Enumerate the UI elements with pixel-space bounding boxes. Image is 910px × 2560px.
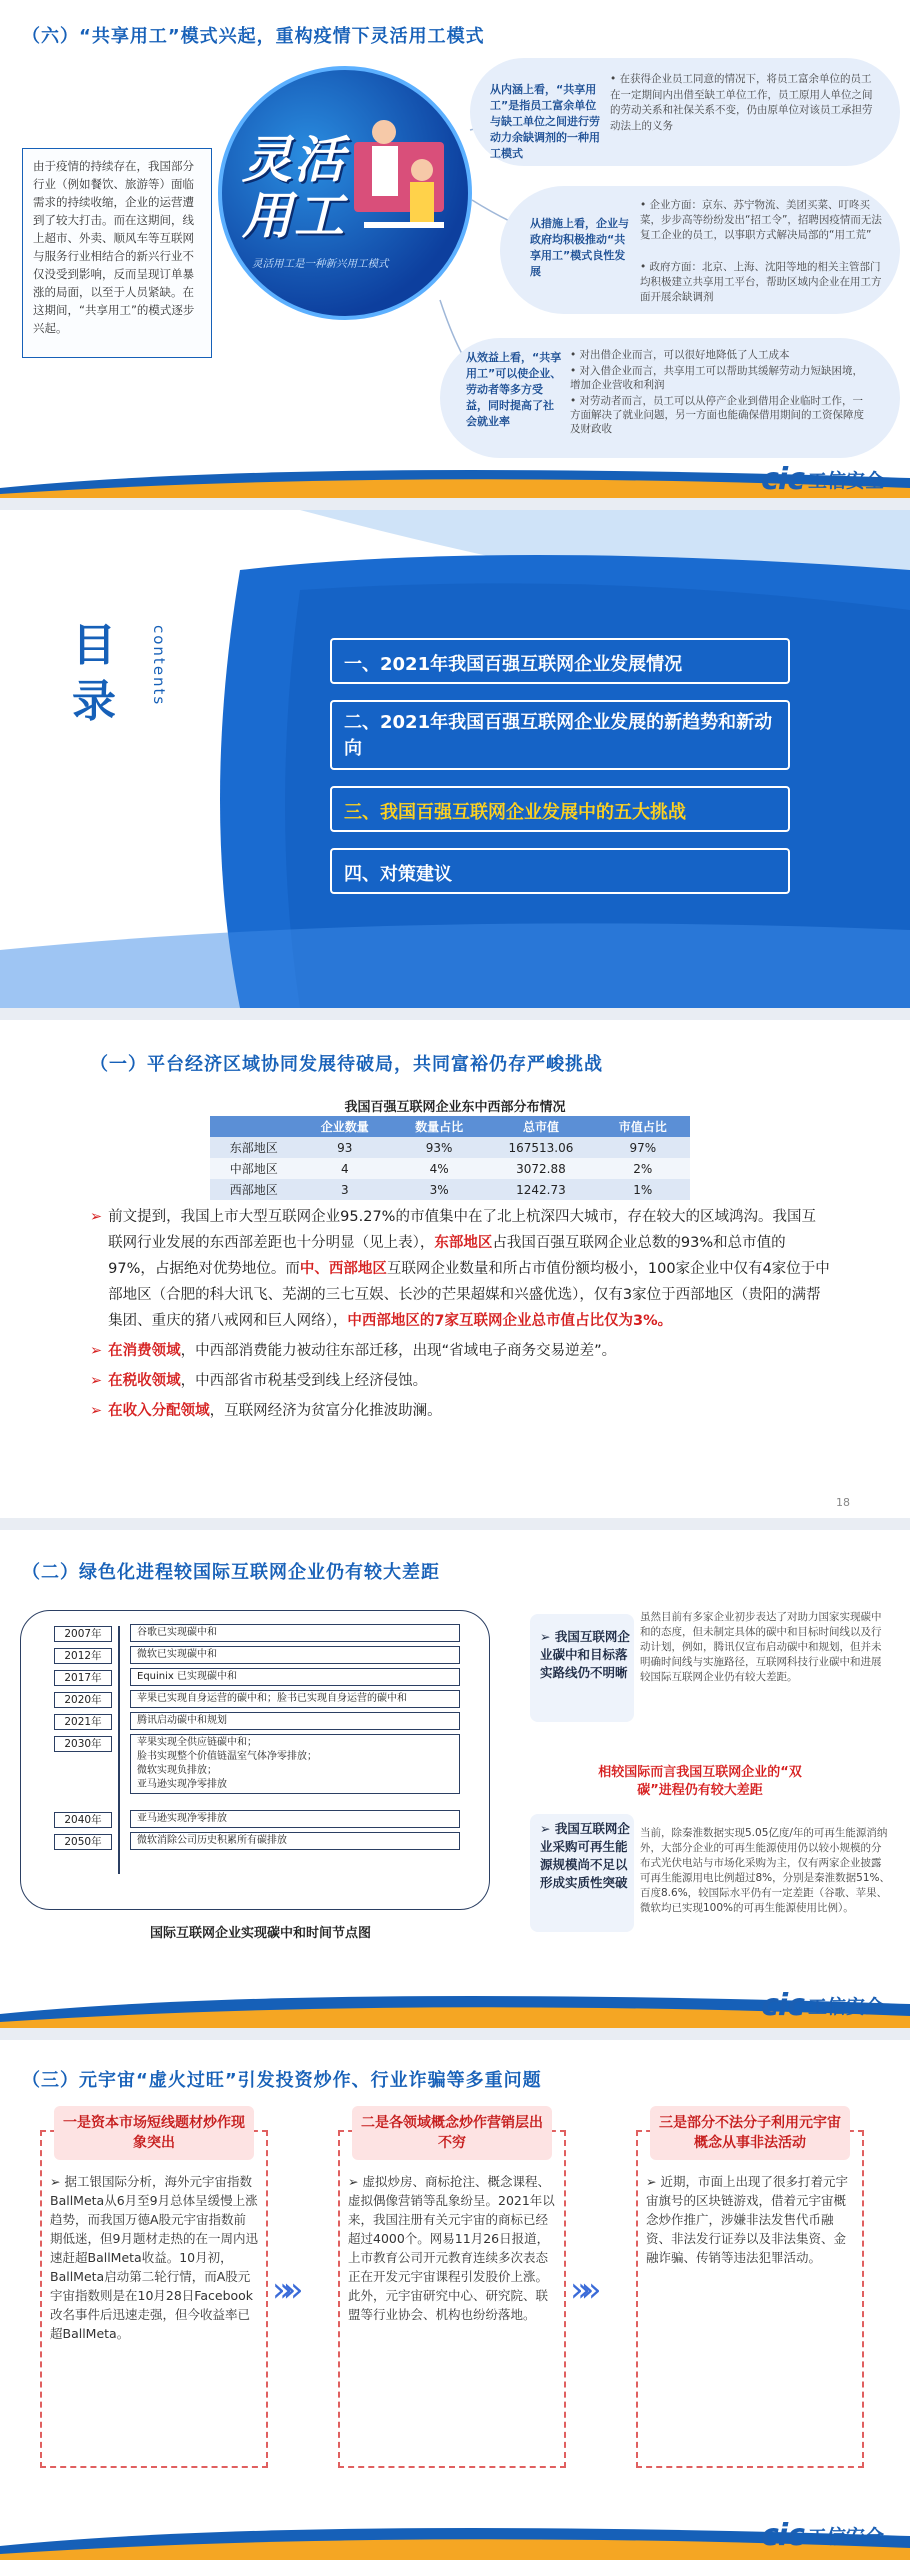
timeline-event	[130, 1690, 460, 1708]
timeline-year: 2021年	[54, 1714, 112, 1730]
cic-logo	[761, 2518, 884, 2553]
contents-item-4-label: 四、对策建议	[344, 864, 452, 885]
timeline-year: 2040年	[54, 1812, 112, 1828]
table-cell: 4%	[429, 1161, 449, 1176]
slide-regional-development	[0, 1020, 910, 1518]
timeline-year: 2007年	[54, 1626, 112, 1642]
slide-contents	[0, 510, 910, 1008]
table-cell: 93%	[425, 1140, 453, 1155]
table-cell: 3	[340, 1182, 349, 1197]
bullet-3	[90, 1368, 830, 1394]
table-cell: 97%	[629, 1140, 657, 1155]
card-2-title: 二是各领域概念炒作营销层出不穷	[352, 2106, 552, 2160]
contents-item-3[interactable]	[330, 786, 790, 832]
timeline-event	[130, 1810, 460, 1828]
bullet-4	[90, 1398, 830, 1424]
timeline-event-line: 苹果已实现自身运营的碳中和；脸书已实现自身运营的碳中和	[137, 1693, 407, 1704]
timeline-event	[130, 1646, 460, 1664]
table-header-cell: 企业数量	[320, 1120, 369, 1134]
card-3-title: 三是部分不法分子利用元宇宙概念从事非法活动	[650, 2106, 850, 2160]
card-3-body: ➢ 近期，市面上出现了很多打着元宇宙旗号的区块链游戏，借着元宇宙概念炒作推广，涉嫌非法发售代币融资、非法发行证券以及非法集资、金融诈骗、传销等违法犯罪活动。	[646, 2174, 848, 2265]
item-benefits-bullet-3: • 对劳动者而言，员工可以从停产企业到借用企业临时工作，一方面解决了就业问题，另一方面也能确保借用期间的工资保障度及财政收	[570, 395, 864, 435]
item-benefits-label: 从效益上看，“共享用工”可以使企业、劳动者等多方受益，同时提高了社会就业率	[466, 351, 562, 428]
table-header-cell	[210, 1116, 298, 1137]
card-2-body: ➢ 虚拟炒房、商标抢注、概念课程、虚拟偶像营销等乱象纷呈。2021年以来，我国注册有关元宇宙的商标已经超过4000个。网易11月26日报道，上市教育公司开元教育连续多次表态正在开发元宇宙课程引发股价上涨。此外，元宇宙研究中心、研究院、联盟等行业协会、机构也纷纷落地。	[348, 2174, 555, 2322]
cic-logo-brand: 工信安全	[807, 470, 884, 492]
timeline-event	[130, 1624, 460, 1642]
arrow-bullet-icon: ➢	[90, 1373, 103, 1389]
slide3-title: （一）平台经济区域协同发展待破局，共同富裕仍存严峻挑战	[90, 1054, 603, 1075]
item-benefits-bullet-2: • 对入借企业而言，共享用工可以帮助其缓解劳动力短缺困境，增加企业营收和利润	[570, 365, 864, 391]
issue-1-detail: 虽然目前有多家企业初步表达了对助力国家实现碳中和的态度，但未制定具体的碳中和目标时间线以及行动计划，例如，腾讯仅宣布启动碳中和规划，但并未明确时间线与实施路径，互联网科技行业碳中和进展较国际互联网企业仍有较大差距。	[640, 1611, 882, 1683]
cic-logo-mark: cic	[761, 1988, 804, 2023]
timeline-event	[130, 1712, 460, 1730]
timeline-event-line: 苹果实现全供应链碳中和；	[137, 1737, 257, 1748]
contents-subtitle: contents	[150, 625, 168, 707]
item-connotation-bullet: • 在获得企业员工同意的情况下，将员工富余单位的员工在一定期间内出借至缺工单位工作，员工原用人单位之间的劳动关系和社保关系不变，仍由原单位对该员工承担劳动法上的义务	[610, 73, 873, 132]
timeline-event	[130, 1668, 460, 1686]
timeline-event-line: 亚马逊实现净零排放	[137, 1813, 227, 1824]
left-intro-text: 由于疫情的持续存在，我国部分行业（例如餐饮、旅游等）面临需求的持续收缩，企业的运营遭到了较大打击。而在这期间，线上超市、外卖、顺风车等互联网与服务行业相结合的新兴行业不仅没受到影响，反而呈现订单暴涨的局面，以至于人员紧缺。在这期间，“共享用工”的模式逐步兴起。	[33, 159, 195, 335]
timeline-axis	[118, 1626, 120, 1874]
table-header-cell: 总市值	[522, 1120, 559, 1134]
slide1-title: （六）“共享用工”模式兴起，重构疫情下灵活用工模式	[22, 26, 485, 47]
issue-1-label-text: ➢ 我国互联网企业碳中和目标落实路线仍不明晰	[540, 1629, 630, 1680]
center-big-text: 灵活用工	[242, 131, 346, 245]
item-measures-label: 从措施上看，企业与政府均积极推动“共享用工”模式良性发展	[530, 217, 629, 278]
bullet-3-text: 在税收领域，中西部省市税基受到线上经济侵蚀。	[108, 1373, 428, 1389]
page-number: 18	[836, 1496, 850, 1509]
timeline-event	[130, 1832, 460, 1850]
slide-green-progress	[0, 1530, 910, 2028]
contents-item-1[interactable]	[330, 638, 790, 684]
arrow-bullet-icon: ➢	[90, 1343, 103, 1359]
table-cell: 2%	[633, 1161, 653, 1176]
cic-logo	[761, 1988, 884, 2023]
cic-logo-brand: 工信安全	[807, 1996, 884, 2018]
contents-item-3-label: 三、我国百强互联网企业发展中的五大挑战	[344, 802, 686, 823]
table-cell: 1242.73	[516, 1182, 566, 1197]
contents-item-4[interactable]	[330, 848, 790, 894]
table-header-cell: 市值占比	[618, 1120, 667, 1134]
cic-logo-mark: cic	[761, 462, 804, 497]
slide5-title: （三）元宇宙“虚火过旺”引发投资炒作、行业诈骗等多重问题	[22, 2070, 542, 2091]
cic-logo-brand: 工信安全	[807, 2526, 884, 2548]
table-cell: 西部地区	[229, 1183, 278, 1197]
timeline-event-line: 微软实现负排放；	[137, 1765, 217, 1776]
item-measures-bullet-1: • 企业方面：京东、苏宁物流、美团买菜、叮咚买菜，步步高等纷纷发出“招工令”，招聘因疫情而无法复工企业的员工，以事职方式解决局部的“用工荒”	[640, 199, 882, 241]
timeline-caption: 国际互联网企业实现碳中和时间节点图	[150, 1926, 372, 1941]
table-cell: 93	[337, 1140, 353, 1155]
contents-item-2-label: 二、2021年我国百强互联网企业发展的新趋势和新动向	[344, 712, 773, 759]
comparison-text: 相较国际而言我国互联网企业的“双碳”进程仍有较大差距	[598, 1765, 802, 1798]
region-table	[210, 1116, 690, 1200]
timeline-event-line: 脸书实现整个价值链温室气体净零排放；	[137, 1751, 317, 1762]
table-title: 我国百强互联网企业东中西部分布情况	[344, 1100, 566, 1115]
cic-logo	[761, 462, 884, 497]
contents-title: 目录	[72, 620, 116, 727]
timeline-event-line: 谷歌已实现碳中和	[137, 1627, 217, 1638]
table-row	[210, 1137, 690, 1158]
timeline-event	[130, 1734, 460, 1794]
timeline-year: 2017年	[54, 1670, 112, 1686]
slide4-title: （二）绿色化进程较国际互联网企业仍有较大差距	[22, 1562, 440, 1583]
timeline-year: 2030年	[54, 1736, 112, 1752]
left-intro-box	[22, 148, 212, 358]
table-cell: 东部地区	[229, 1141, 278, 1155]
card-1-body: ➢ 据工银国际分析，海外元宇宙指数BallMeta从6月至9月总体呈缓慢上涨趋势，而我国万德A股元宇宙指数前期低迷，但9月题材走热的在一周内迅速赶超BallMeta收益。10月初，BallMeta启动第二轮行情，而A股元宇宙指数则是在10月28日Facebook改名事件后迅速走强，但今收益率已超BallMeta。	[50, 2174, 258, 2341]
timeline-event-line: 亚马逊实现净零排放	[137, 1779, 227, 1790]
timeline-event-line: 微软已实现碳中和	[137, 1649, 217, 1660]
item-connotation-label: 从内涵上看，“共享用工”是指员工富余单位与缺工单位之间进行劳动力余缺调剂的一种用工模式	[490, 83, 600, 160]
table-row	[210, 1158, 690, 1179]
cic-logo-mark: cic	[761, 2518, 804, 2553]
table-cell: 4	[340, 1161, 349, 1176]
issue-2-detail: 当前，除秦淮数据实现5.05亿度/年的可再生能源消纳外，大部分企业的可再生能源使用仍以较小规模的分布式光伏电站与市场化采购为主，仅有两家企业披露可再生能源用电比例超过8%，分别是秦淮数据51%、百度8.6%，较国际水平仍有一定差距（谷歌、苹果、微软均已实现100%的可再生能源使用比例）。	[640, 1827, 890, 1914]
timeline-event-line: 腾讯启动碳中和规划	[137, 1715, 227, 1726]
timeline-year: 2050年	[54, 1834, 112, 1850]
table-cell: 3072.88	[516, 1161, 566, 1176]
bullet-1-text: 前文提到，我国上市大型互联网企业95.27%的市值集中在了北上杭深四大城市，存在较大的区域鸿沟。我国互联网行业发展的东西部差距也十分明显（见上表），东部地区占我国百强互联网企业总数的93%和总市值的97%，占据绝对优势地位。而中、西部地区互联网企业数量和所占市值份额均极小，100家企业中仅有4家位于中部地区（合肥的科大讯飞、芜湖的三七互娱、长沙的芒果超媒和兴盛优选），仅有3家位于西部地区（贵阳的满帮集团、重庆的猪八戒网和巨人网络），中西部地区的7家互联网企业总市值占比仅为3%。	[108, 1209, 830, 1329]
contents-item-1-label: 一、2021年我国百强互联网企业发展情况	[344, 654, 683, 675]
contents-item-2[interactable]	[330, 700, 790, 770]
timeline-event-line: 微软消除公司历史积累所有碳排放	[137, 1835, 287, 1846]
card-1-title: 一是资本市场短线题材炒作现象突出	[54, 2106, 254, 2160]
bullet-2	[90, 1338, 830, 1364]
slide-shared-employment	[0, 0, 910, 498]
issue-2-label-text: ➢ 我国互联网企业采购可再生能源规模尚不足以形成实质性突破	[540, 1821, 630, 1890]
center-small-text: 灵活用工是一种新兴用工模式	[252, 258, 389, 270]
chevron-arrow-1-icon: »»	[272, 2270, 294, 2310]
flexible-work-illustration	[218, 66, 472, 320]
table-header-cell: 数量占比	[415, 1120, 464, 1134]
bullet-2-text: 在消费领域，中西部消费能力被动往东部迁移，出现“省域电子商务交易逆差”。	[108, 1343, 617, 1359]
body-text	[90, 1204, 830, 1424]
table-cell: 167513.06	[508, 1140, 574, 1155]
slide-metaverse	[0, 2040, 910, 2560]
arrow-bullet-icon: ➢	[90, 1403, 103, 1419]
bullet-4-text: 在收入分配领域，互联网经济为贫富分化推波助澜。	[108, 1403, 442, 1419]
table-row	[210, 1179, 690, 1200]
worker-figures-icon	[344, 112, 454, 262]
timeline-event-line: Equinix 已实现碳中和	[137, 1671, 237, 1682]
table-cell: 中部地区	[229, 1162, 278, 1176]
timeline-year: 2020年	[54, 1692, 112, 1708]
arrow-bullet-icon: ➢	[90, 1209, 103, 1225]
bullet-1	[90, 1204, 830, 1334]
timeline-year: 2012年	[54, 1648, 112, 1664]
table-cell: 1%	[633, 1182, 653, 1197]
table-cell: 3%	[429, 1182, 449, 1197]
region-table-header	[210, 1116, 690, 1137]
item-benefits-bullet-1: • 对出借企业而言，可以很好地降低了人工成本	[570, 349, 790, 361]
chevron-arrow-2-icon: »»	[570, 2270, 592, 2310]
item-measures-bullet-2: • 政府方面：北京、上海、沈阳等地的相关主管部门均积极建立共享用工平台，帮助区域内企业在用工方面开展余缺调剂	[640, 261, 882, 303]
